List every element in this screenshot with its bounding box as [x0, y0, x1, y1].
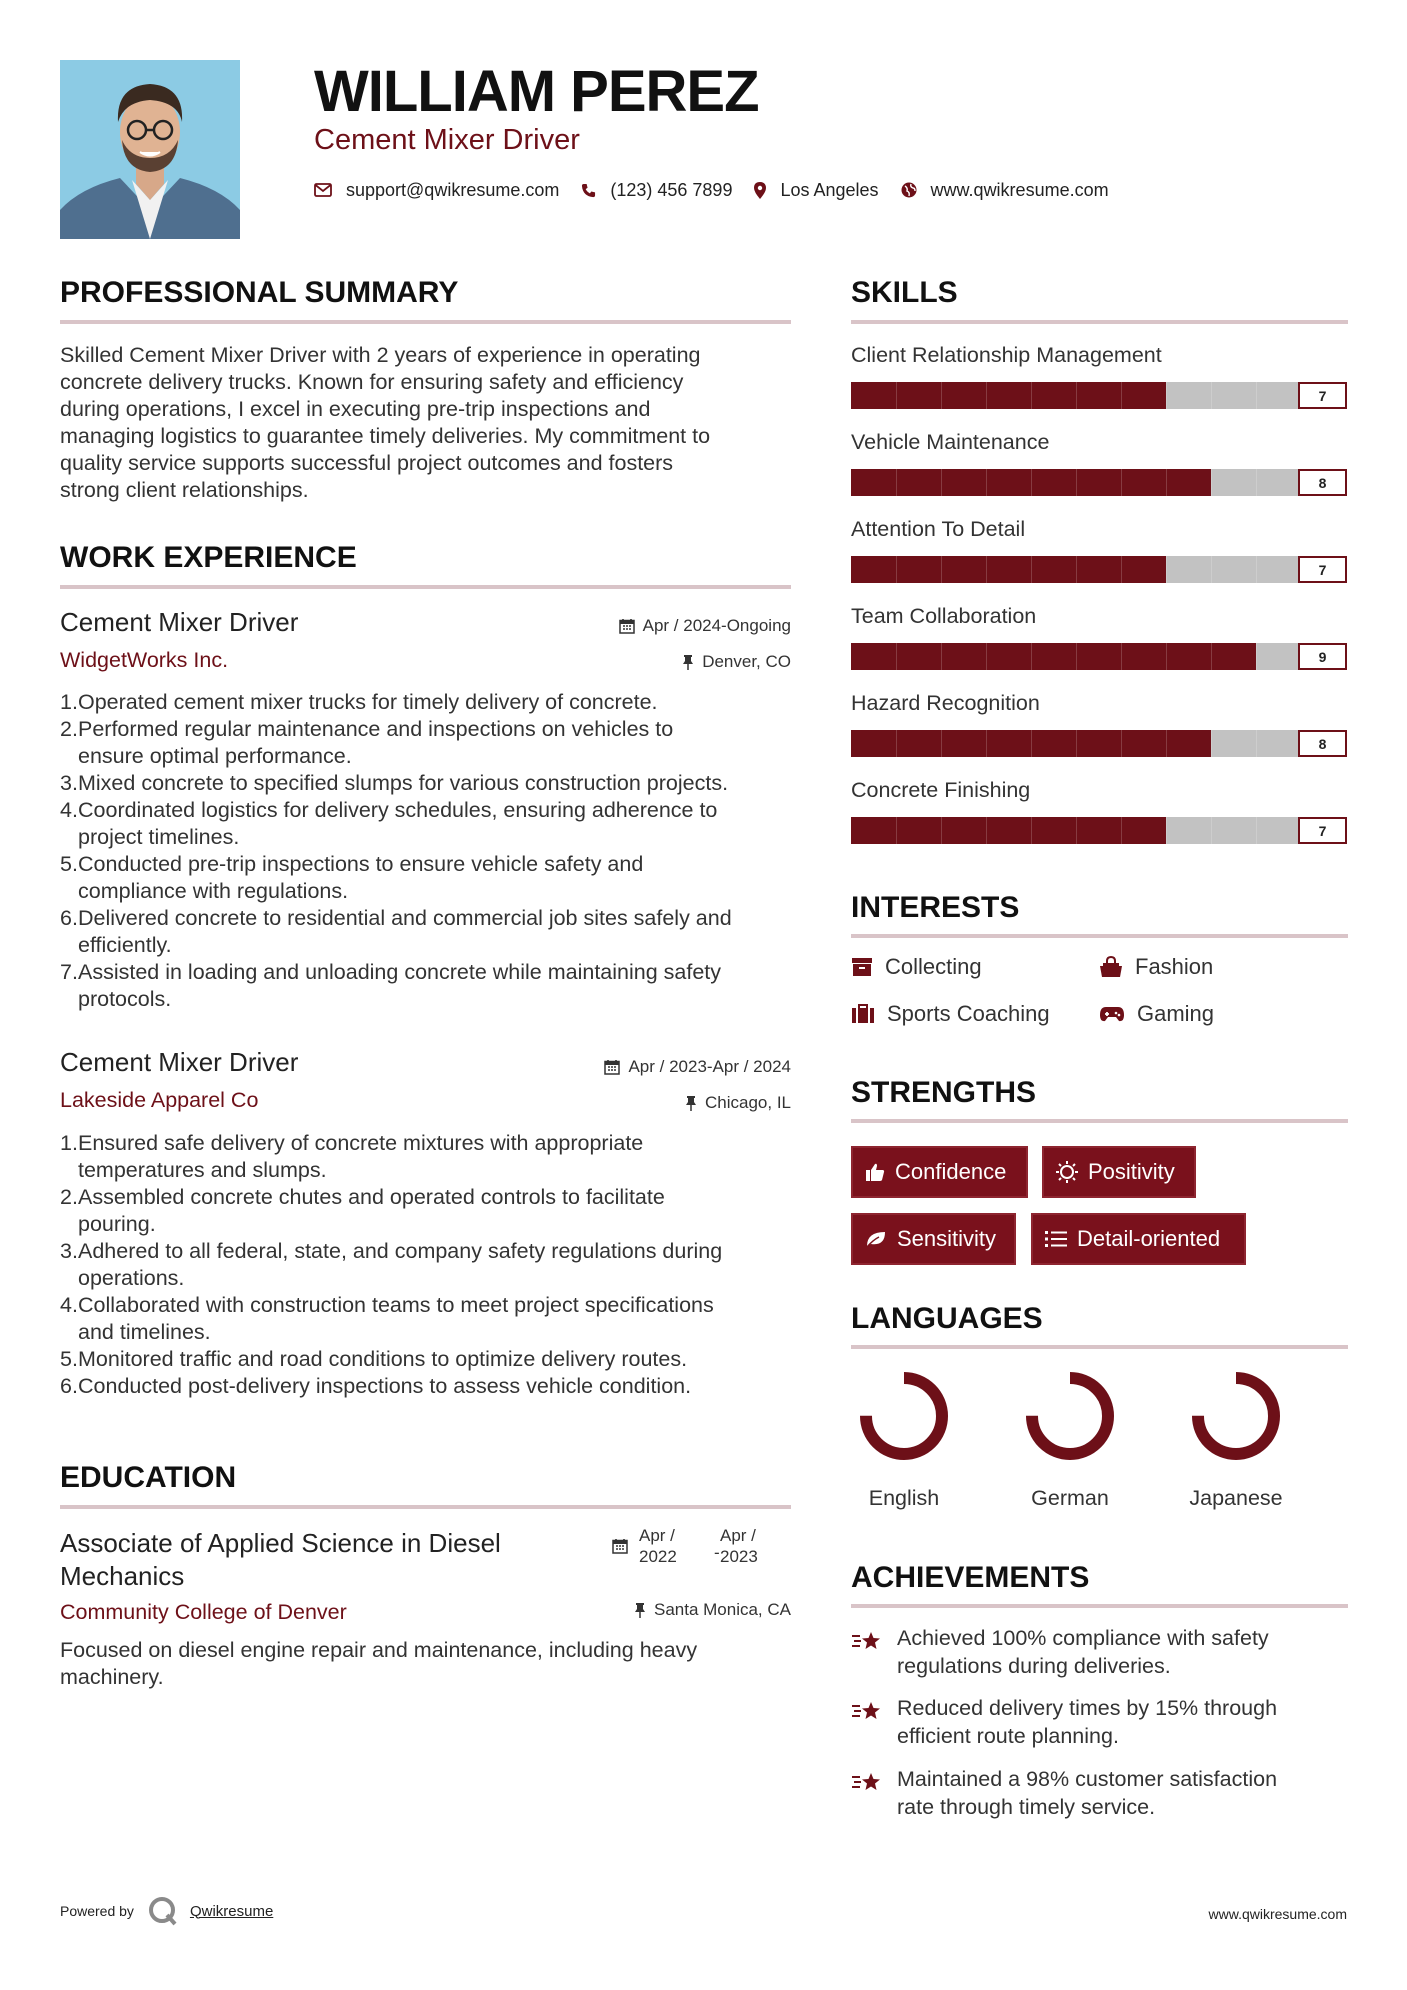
skill-bar-segment: [1121, 556, 1122, 583]
skill-bar-segment: [1076, 469, 1077, 496]
degree-line: Associate of Applied Science in Diesel: [60, 1528, 501, 1558]
list-item: 1. Operated cement mixer trucks for timely delivery of concrete.: [60, 690, 658, 714]
language-proficiency-arc: [866, 1378, 942, 1454]
skill-bar-segment: [986, 382, 987, 409]
email-text: support@qwikresume.com: [346, 179, 560, 200]
skill-bar-segment: [1031, 643, 1032, 670]
skill-bar-segment: [1121, 730, 1122, 757]
skill-bar-segment: [1121, 382, 1122, 409]
summary-line: managing logistics to guarantee timely deliveries. My commitment to: [60, 424, 711, 448]
experience-divider: [60, 585, 791, 589]
list-item: 6. Delivered concrete to residential and commercial job sites safely and: [60, 906, 732, 930]
map-pin-icon: [754, 182, 766, 199]
skill-name: Attention To Detail: [851, 517, 1026, 541]
skill-bar-segment: [1076, 382, 1077, 409]
job-dates-text: Apr / 2023-Apr / 2024: [628, 1057, 791, 1076]
school-name: Community College of Denver: [60, 1600, 347, 1624]
achievements-divider: [851, 1604, 1348, 1608]
education-heading: EDUCATION: [60, 1461, 237, 1494]
interest-item: Sports Coaching: [851, 1001, 1050, 1027]
job-dates: [540, 1057, 791, 1077]
skill-name: Concrete Finishing: [851, 778, 1031, 802]
list-icon: [1045, 1230, 1067, 1248]
skill-bar-segment: [1211, 730, 1212, 757]
education-dates: [612, 1525, 802, 1569]
job-location-text: Denver, CO: [702, 652, 791, 671]
language-proficiency-ring: [1024, 1370, 1116, 1462]
skill-bar-segment: [1166, 643, 1167, 670]
qwikresume-logo-icon: [148, 1896, 178, 1926]
skill-bar-segment: [941, 817, 942, 844]
calendar-icon: [604, 1059, 620, 1075]
list-item: protocols.: [78, 987, 172, 1011]
skill-bar-segment: [1166, 817, 1167, 844]
shopping-bag-icon: [1099, 956, 1123, 978]
skill-bar-segment: [896, 643, 897, 670]
contact-location: [754, 180, 878, 201]
summary-line: quality service supports successful project outcomes and fosters: [60, 451, 674, 475]
job-dates-text: Apr / 2024-Ongoing: [642, 616, 791, 635]
skill-bar-segment: [896, 556, 897, 583]
skill-bar-segment: [1256, 556, 1257, 583]
strength-chip: Detail-oriented: [1031, 1213, 1246, 1265]
skill-bar-segment: [1211, 469, 1212, 496]
skill-bar-segment: [896, 730, 897, 757]
skill-bar-segment: [1211, 556, 1212, 583]
skill-bar-segment: [1166, 730, 1167, 757]
job-role: Cement Mixer Driver: [60, 1047, 299, 1077]
phone-text: (123) 456 7899: [610, 179, 733, 200]
location-text: Los Angeles: [780, 179, 879, 200]
leaf-icon: [865, 1230, 887, 1248]
skill-bar-segment: [1166, 469, 1167, 496]
skill-bar-segment: [896, 382, 897, 409]
list-item: project timelines.: [78, 825, 240, 849]
shooting-star-icon: [851, 1698, 883, 1724]
skill-level-badge: 7: [1298, 556, 1347, 583]
education-start-date: Apr / 2022: [639, 1526, 677, 1566]
job-bullets: [60, 689, 800, 1013]
list-item: 2. Assembled concrete chutes and operated controls to facilitate: [60, 1185, 665, 1209]
skills-heading: SKILLS: [851, 276, 958, 309]
pushpin-icon: [685, 1095, 697, 1111]
envelope-icon: [314, 183, 332, 197]
skill-bar-segment: [1031, 817, 1032, 844]
interests-heading: INTERESTS: [851, 891, 1020, 924]
contact-phone[interactable]: [581, 180, 732, 201]
skill-bar-segment: [1076, 556, 1077, 583]
job-location-text: Chicago, IL: [705, 1093, 791, 1112]
footer-website[interactable]: www.qwikresume.com: [1208, 1906, 1347, 1922]
summary-divider: [60, 320, 791, 324]
language-proficiency-ring: [1190, 1370, 1282, 1462]
list-item: 4. Collaborated with construction teams to meet project specifications: [60, 1293, 714, 1317]
contact-website[interactable]: [901, 180, 1109, 201]
language-name: English: [868, 1486, 940, 1510]
summary-text: [60, 342, 800, 504]
skill-bar-segment: [1211, 817, 1212, 844]
skill-bar-segment: [1076, 817, 1077, 844]
profile-photo: [60, 60, 240, 239]
education-location-text: Santa Monica, CA: [653, 1600, 791, 1619]
footer-powered-by: [60, 1896, 273, 1926]
skill-level-bar: [851, 382, 1301, 409]
skill-bar-segment: [1166, 556, 1167, 583]
skill-bar-segment: [1166, 382, 1167, 409]
achievement-item: Maintained a 98% customer satisfaction rate through timely service.: [851, 1765, 1331, 1821]
briefcase-icon: [851, 1004, 875, 1024]
list-item: 7. Assisted in loading and unloading concrete while maintaining safety: [60, 960, 722, 984]
skill-level-fill: [851, 817, 1166, 844]
education-divider: [60, 1505, 791, 1509]
skill-bar-segment: [1121, 469, 1122, 496]
candidate-name: WILLIAM PEREZ: [314, 59, 759, 124]
pushpin-icon: [634, 1602, 646, 1618]
skill-bar-segment: [1031, 556, 1032, 583]
skill-bar-segment: [986, 643, 987, 670]
brand-link[interactable]: Qwikresume: [189, 1902, 274, 1920]
skill-bar-segment: [986, 817, 987, 844]
strengths-heading: STRENGTHS: [851, 1076, 1037, 1109]
list-item: 3. Mixed concrete to specified slumps for various construction projects.: [60, 771, 729, 795]
skill-level-bar: [851, 817, 1301, 844]
languages-divider: [851, 1345, 1348, 1349]
list-item: ensure optimal performance.: [78, 744, 352, 768]
degree-title: [60, 1527, 501, 1593]
job-company: Lakeside Apparel Co: [60, 1088, 259, 1112]
date-separator: -: [714, 1543, 720, 1562]
calendar-icon: [612, 1538, 628, 1554]
list-item: operations.: [78, 1266, 185, 1290]
summary-line: Skilled Cement Mixer Driver with 2 years of experience in operating: [60, 343, 701, 367]
summary-line: during operations, I excel in executing pre-trip inspections and: [60, 397, 651, 421]
list-item: temperatures and slumps.: [78, 1158, 327, 1182]
education-location: [540, 1600, 791, 1620]
interest-item: Fashion: [1099, 954, 1213, 980]
list-item: pouring.: [78, 1212, 156, 1236]
skill-bar-segment: [896, 817, 897, 844]
shooting-star-icon: [851, 1769, 883, 1795]
sun-icon: [1056, 1161, 1078, 1183]
language-proficiency-ring: [858, 1370, 950, 1462]
skill-name: Vehicle Maintenance: [851, 430, 1050, 454]
skill-bar-segment: [941, 382, 942, 409]
job-role: Cement Mixer Driver: [60, 607, 299, 637]
list-item: 3. Adhered to all federal, state, and company safety regulations during: [60, 1239, 723, 1263]
interest-item: Collecting: [851, 954, 982, 980]
skill-bar-segment: [941, 469, 942, 496]
skill-level-badge: 7: [1298, 382, 1347, 409]
language-proficiency-arc: [1032, 1378, 1108, 1454]
list-item: 4. Coordinated logistics for delivery schedules, ensuring adherence to: [60, 798, 718, 822]
pushpin-icon: [682, 654, 694, 670]
contact-email[interactable]: [314, 180, 559, 201]
summary-heading: PROFESSIONAL SUMMARY: [60, 276, 459, 309]
skill-level-badge: 8: [1298, 469, 1347, 496]
achievement-item: Achieved 100% compliance with safety regulations during deliveries.: [851, 1624, 1331, 1680]
skill-name: Hazard Recognition: [851, 691, 1040, 715]
skill-level-bar: [851, 469, 1301, 496]
skill-level-fill: [851, 556, 1166, 583]
website-text: www.qwikresume.com: [930, 179, 1109, 200]
list-item: 5. Conducted pre-trip inspections to ensure vehicle safety and: [60, 852, 644, 876]
globe-icon: [901, 182, 917, 198]
list-item: 5. Monitored traffic and road conditions to optimize delivery routes.: [60, 1347, 688, 1371]
list-item: compliance with regulations.: [78, 879, 349, 903]
language-proficiency-arc: [1198, 1378, 1274, 1454]
archive-icon: [851, 957, 873, 977]
skill-level-bar: [851, 556, 1301, 583]
skill-level-badge: 7: [1298, 817, 1347, 844]
strength-chip: Positivity: [1042, 1146, 1196, 1198]
skill-level-fill: [851, 643, 1256, 670]
skill-bar-segment: [1211, 643, 1212, 670]
list-item: 2. Performed regular maintenance and inspections on vehicles to: [60, 717, 674, 741]
interests-divider: [851, 934, 1348, 938]
skill-bar-segment: [1121, 817, 1122, 844]
summary-line: strong client relationships.: [60, 478, 309, 502]
experience-heading: WORK EXPERIENCE: [60, 541, 357, 574]
skill-bar-segment: [1031, 382, 1032, 409]
skill-bar-segment: [986, 730, 987, 757]
shooting-star-icon: [851, 1628, 883, 1654]
list-item: 6. Conducted post-delivery inspections to assess vehicle condition.: [60, 1374, 692, 1398]
skill-bar-segment: [986, 469, 987, 496]
skill-bar-segment: [1031, 469, 1032, 496]
degree-line: Mechanics: [60, 1561, 185, 1591]
skill-bar-segment: [1031, 730, 1032, 757]
strength-chip: Sensitivity: [851, 1213, 1016, 1265]
skill-name: Client Relationship Management: [851, 343, 1162, 367]
skill-bar-segment: [941, 730, 942, 757]
contact-bar: [314, 178, 1131, 202]
job-bullets: [60, 1130, 800, 1400]
skill-level-bar: [851, 730, 1301, 757]
interest-item: Gaming: [1099, 1001, 1214, 1027]
skill-bar-segment: [1256, 382, 1257, 409]
list-item: 1. Ensured safe delivery of concrete mixtures with appropriate: [60, 1131, 644, 1155]
summary-line: concrete delivery trucks. Known for ensuring safety and efficiency: [60, 370, 684, 394]
job-dates: [560, 616, 791, 636]
strengths-divider: [851, 1119, 1348, 1123]
skill-bar-segment: [1076, 730, 1077, 757]
skill-bar-segment: [941, 643, 942, 670]
education-description: Focused on diesel engine repair and maintenance, including heavy machinery.: [60, 1638, 698, 1689]
skill-bar-segment: [1256, 817, 1257, 844]
thumbs-up-icon: [865, 1162, 885, 1182]
phone-icon: [581, 183, 596, 198]
education-end-date: Apr / 2023: [720, 1526, 758, 1566]
skill-bar-segment: [1256, 469, 1257, 496]
calendar-icon: [619, 618, 635, 634]
achievement-item: Reduced delivery times by 15% through efficient route planning.: [851, 1694, 1331, 1750]
powered-by-text: Powered by: [60, 1903, 134, 1919]
job-location: [560, 652, 791, 672]
language-name: German: [1031, 1486, 1109, 1510]
strength-chip: Confidence: [851, 1146, 1028, 1198]
language-name: Japanese: [1189, 1486, 1283, 1510]
skill-bar-segment: [986, 556, 987, 583]
skill-bar-segment: [1211, 382, 1212, 409]
skill-level-fill: [851, 382, 1166, 409]
skill-bar-segment: [941, 556, 942, 583]
job-company: WidgetWorks Inc.: [60, 648, 229, 672]
skill-bar-segment: [1256, 730, 1257, 757]
skill-level-badge: 9: [1298, 643, 1347, 670]
skill-level-badge: 8: [1298, 730, 1347, 757]
list-item: and timelines.: [78, 1320, 211, 1344]
skill-bar-segment: [1076, 643, 1077, 670]
skill-bar-segment: [1121, 643, 1122, 670]
skill-name: Team Collaboration: [851, 604, 1037, 628]
candidate-title: Cement Mixer Driver: [314, 124, 580, 156]
skill-bar-segment: [896, 469, 897, 496]
gamepad-icon: [1099, 1005, 1125, 1023]
achievements-heading: ACHIEVEMENTS: [851, 1561, 1090, 1594]
list-item: efficiently.: [78, 933, 172, 957]
skills-divider: [851, 320, 1348, 324]
skill-bar-segment: [1256, 643, 1257, 670]
job-location: [560, 1093, 791, 1113]
skill-level-bar: [851, 643, 1301, 670]
languages-heading: LANGUAGES: [851, 1302, 1043, 1335]
